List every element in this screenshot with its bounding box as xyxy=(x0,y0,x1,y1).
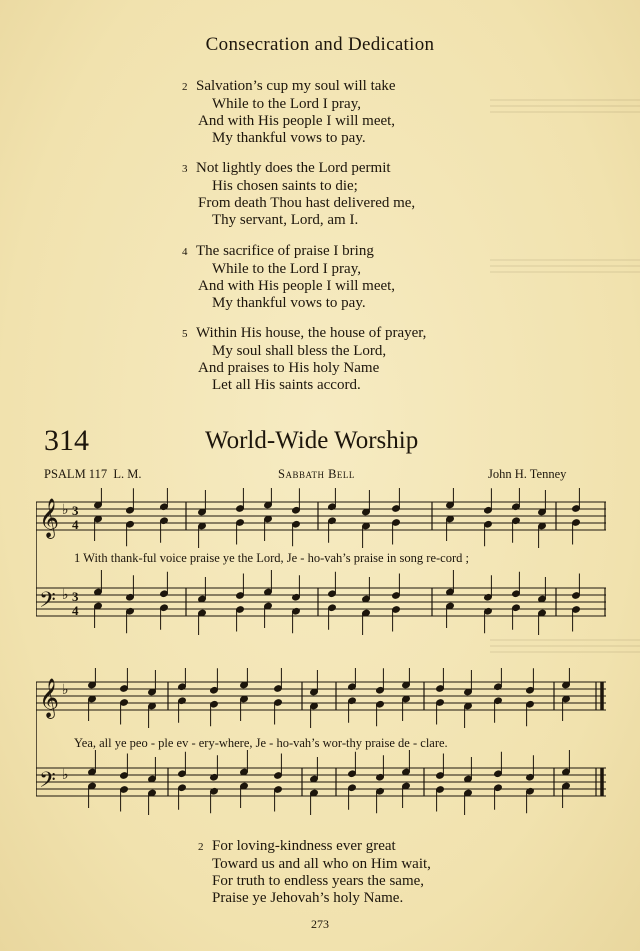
stanza-line: For truth to endless years the same, xyxy=(212,873,425,889)
bass-clef-icon: 𝄢 xyxy=(39,768,56,798)
stanza-line: Thy servant, Lord, am I. xyxy=(212,212,359,228)
stanza-line: For loving-kindness ever great xyxy=(212,838,396,854)
stanza-line: Not lightly does the Lord permit xyxy=(196,160,391,176)
stanza-number: 4 xyxy=(182,246,188,258)
stanza-4-top xyxy=(182,243,395,312)
stanza-line: Let all His saints accord. xyxy=(212,377,361,393)
svg-text:4: 4 xyxy=(72,603,79,618)
stanza-number: 5 xyxy=(182,328,188,340)
stanza-line: My soul shall bless the Lord, xyxy=(212,343,387,359)
stanza-line: And praises to His holy Name xyxy=(198,360,380,376)
hymn-title: World-Wide Worship xyxy=(205,427,419,454)
treble-notes xyxy=(94,488,581,548)
section-heading: Consecration and Dedication xyxy=(205,34,435,55)
flat-key-icon: ♭ xyxy=(62,683,69,698)
treble-staff xyxy=(36,502,606,530)
flat-key-icon: ♭ xyxy=(62,503,69,518)
lyric-line-1: 1 With thank-ful voice praise ye the Lord, Je - ho-vah’s praise in song re-cord ; xyxy=(74,551,469,565)
stanza-line: Within His house, the house of prayer, xyxy=(196,325,427,341)
psalm-label: PSALM 117 xyxy=(44,467,108,481)
stanza-2-bottom xyxy=(198,838,431,907)
stanza-line: His chosen saints to die; xyxy=(212,178,358,194)
hymn-number: 314 xyxy=(44,424,89,457)
stanza-line: The sacrifice of praise I bring xyxy=(196,243,374,259)
flat-key-icon: ♭ xyxy=(62,768,69,783)
stanza-line: From death Thou hast delivered me, xyxy=(198,195,416,211)
stanza-line: Toward us and all who on Him wait, xyxy=(212,856,431,872)
stanza-line: My thankful vows to pay. xyxy=(212,295,366,311)
stanza-5-top xyxy=(182,325,426,394)
bass-staff xyxy=(36,588,606,616)
svg-text:4: 4 xyxy=(72,517,79,532)
stanza-line: Salvation’s cup my soul will take xyxy=(196,78,396,94)
stanza-line: And with His people I will meet, xyxy=(198,113,396,129)
tune-name: Sabbath Bell xyxy=(278,467,355,481)
stanza-number: 2 xyxy=(198,841,204,853)
stanza-3-top xyxy=(182,160,415,229)
stanza-line: Praise ye Jehovah’s holy Name. xyxy=(212,890,404,906)
stanza-line: While to the Lord I pray, xyxy=(212,96,361,112)
stanza-line: And with His people I will meet, xyxy=(198,278,396,294)
psalm-reference xyxy=(44,467,141,482)
stanza-line: My thankful vows to pay. xyxy=(212,130,366,146)
lyric-line-2: Yea, all ye peo - ple ev - ery-where, Je - ho-vah’s wor-thy praise de - clare. xyxy=(74,736,448,750)
svg-text:3: 3 xyxy=(72,503,79,518)
treble-clef-icon: 𝄞 xyxy=(39,498,60,538)
flat-key-icon: ♭ xyxy=(62,588,69,603)
treble-clef-icon: 𝄞 xyxy=(39,678,60,718)
bass-clef-icon: 𝄢 xyxy=(39,588,56,618)
svg-text:3: 3 xyxy=(72,589,79,604)
treble-notes xyxy=(88,668,571,728)
meter-label: L. M. xyxy=(113,467,142,481)
stanza-line: While to the Lord I pray, xyxy=(212,261,361,277)
composer-name: John H. Tenney xyxy=(488,467,567,481)
page-number: 273 xyxy=(311,917,329,931)
stanza-2-top xyxy=(182,78,396,147)
stanza-number: 2 xyxy=(182,81,188,93)
stanza-number: 3 xyxy=(182,163,188,175)
